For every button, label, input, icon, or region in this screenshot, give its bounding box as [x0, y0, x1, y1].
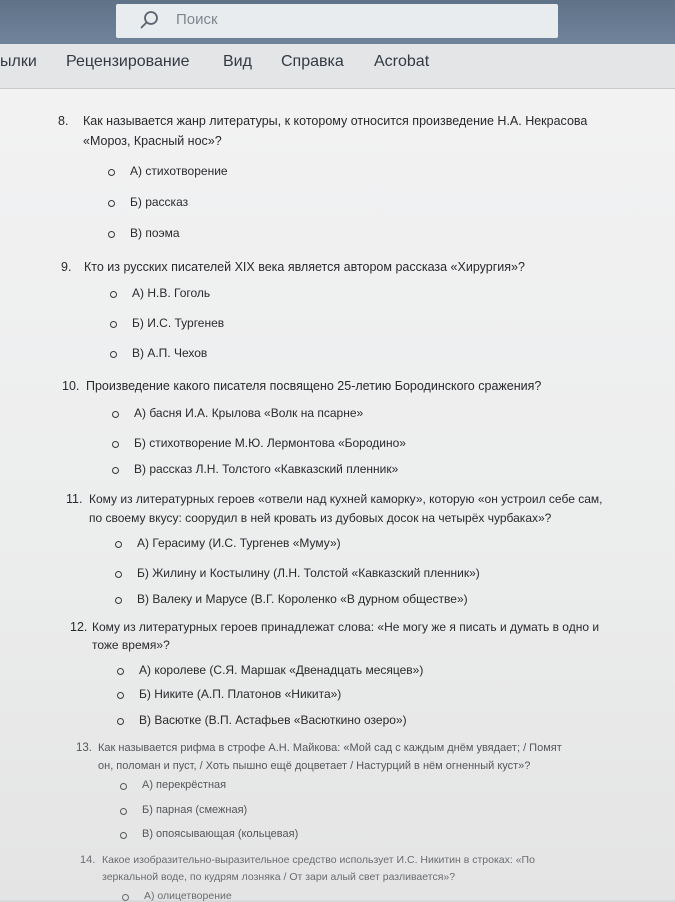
document-body: [0, 89, 675, 900]
option-label: В) рассказ Л.Н. Толстого «Кавказский пленник»: [134, 462, 399, 476]
option-label: А) олицетворение: [144, 890, 232, 902]
tab-mailings[interactable]: ылки: [0, 53, 37, 70]
title-bar: [0, 0, 675, 44]
question-text: Какое изобразительно-выразительное средство использует И.С. Никитин в строках: «По: [102, 854, 535, 866]
bullet-icon: [110, 321, 117, 328]
question-text: Кому из литературных героев принадлежат слова: «Не могу же я писать и думать в одно и: [92, 620, 600, 634]
question-number: 9.: [61, 260, 72, 274]
bullet-icon: [110, 291, 117, 298]
bullet-icon: [112, 441, 119, 448]
ribbon-tabs: [0, 44, 675, 89]
option-label: В) А.П. Чехов: [132, 346, 208, 360]
bullet-icon: [117, 718, 124, 725]
option-label: А) королеве (С.Я. Маршак «Двенадцать месяцев»): [139, 663, 424, 677]
tab-view[interactable]: Вид: [223, 53, 252, 70]
bullet-icon: [115, 597, 122, 604]
option-label: А) Герасиму (И.С. Тургенев «Муму»): [137, 536, 341, 550]
option-label: В) поэма: [130, 226, 180, 240]
option-label: Б) Никите (А.П. Платонов «Никита»): [139, 687, 342, 701]
question-number: 13.: [76, 742, 92, 754]
tab-help[interactable]: Справка: [281, 53, 344, 70]
question-text: Как называется рифма в строфе А.Н. Майкова: «Мой сад с каждым днём увядает; / Помят: [98, 742, 562, 754]
question-number: 14.: [80, 854, 96, 866]
bullet-icon: [115, 541, 122, 548]
search-placeholder: Поиск: [176, 11, 218, 28]
bullet-icon: [117, 692, 124, 699]
option-label: А) перекрёстная: [142, 779, 227, 791]
question-number: 11.: [66, 492, 83, 506]
bullet-icon: [108, 169, 115, 176]
bullet-icon: [108, 231, 115, 238]
option-label: А) стихотворение: [130, 164, 228, 178]
bullet-icon: [120, 783, 127, 790]
option-label: Б) стихотворение М.Ю. Лермонтова «Бородино»: [134, 436, 406, 450]
option-label: А) басня И.А. Крылова «Волк на псарне»: [134, 406, 364, 420]
question-text: Кому из литературных героев «отвели над кухней каморку», которую «он устроил себе сам,: [89, 492, 603, 506]
option-label: В) Васютке (В.П. Астафьев «Васюткино озеро»): [139, 713, 407, 727]
question-text: он, поломан и пуст, / Хоть пышно ещё доцветает / Настурций в нём огненный куст»?: [98, 760, 531, 772]
option-label: В) опоясывающая (кольцевая): [142, 828, 299, 840]
bullet-icon: [108, 200, 115, 207]
search-icon: [138, 9, 160, 31]
question-text: Как называется жанр литературы, к которому относится произведение Н.А. Некрасова: [83, 114, 588, 128]
document-page[interactable]: [0, 89, 675, 900]
bullet-icon: [120, 808, 127, 815]
bullet-icon: [110, 351, 117, 358]
option-label: Б) рассказ: [130, 195, 189, 209]
question-text: Кто из русских писателей XIX века является автором рассказа «Хирургия»?: [84, 260, 525, 274]
option-label: Б) парная (смежная): [142, 804, 248, 816]
option-label: А) Н.В. Гоголь: [132, 286, 211, 300]
bullet-icon: [117, 668, 124, 675]
bullet-icon: [112, 467, 119, 474]
bullet-icon: [120, 832, 127, 839]
question-text: тоже время»?: [92, 638, 170, 652]
option-label: Б) Жилину и Костылину (Л.Н. Толстой «Кавказский пленник»): [137, 566, 480, 580]
question-text: «Мороз, Красный нос»?: [83, 134, 222, 148]
option-label: Б) И.С. Тургенев: [132, 316, 225, 330]
question-number: 8.: [58, 114, 69, 128]
question-number: 10.: [62, 379, 80, 393]
option-label: В) Валеку и Марусе (В.Г. Короленко «В дурном обществе»): [137, 592, 468, 606]
bullet-icon: [112, 411, 119, 418]
question-text: зеркальной воде, по кудрям лозняка / От зари алый свет разливается»?: [102, 871, 456, 883]
tab-review[interactable]: Рецензирование: [66, 53, 190, 70]
question-text: Произведение какого писателя посвящено 25-летию Бородинского сражения?: [86, 379, 542, 393]
tab-acrobat[interactable]: Acrobat: [374, 53, 430, 70]
question-number: 12.: [70, 620, 88, 634]
bullet-icon: [115, 571, 122, 578]
search-box[interactable]: [116, 4, 558, 38]
question-text: по своему вкусу: соорудил в ней кровать из дубовых досок на четырёх чурбаках»?: [89, 511, 552, 525]
